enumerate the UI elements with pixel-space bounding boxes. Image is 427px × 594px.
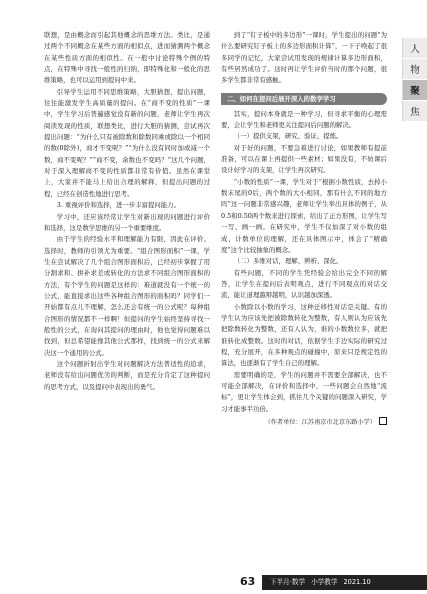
side-tab-jiao: 焦	[402, 101, 427, 121]
side-tab-ren: 人	[402, 38, 427, 58]
end-mark-icon	[379, 417, 387, 425]
author-affiliation	[221, 417, 387, 428]
body-paragraph: 对于好的问题，不要急着进行讨论，如果教师有提前准备，可以在课上再提供一些素材；如果没有，不妨课后设计好学习的支架，让学生再次研究。	[221, 143, 387, 175]
body-paragraph: 小数除以小数的学习，这种迁移性对话是关键。有的学生认为应该先把被除数转化为整数，有人则认为应该先把除数转化为整数，还有人认为，谁的小数数位多，就把谁转化成整数。这时的对话，依据学生手边实际的研究过程，充分展开，在多种观点的碰撞中，原来只是规定性的算法，也逐渐有了学生自己的理解。	[221, 302, 387, 368]
journal-edition: 下半月·数学	[270, 578, 306, 586]
body-paragraph: 联想，是由概念而引起其他概念的思维方法。类比，是通过两个不同概念在某些方面的相似点，进而猜测两个概念在某些性质方面的相似性。在一般中讨论特殊个例的特点，在特殊中寻找一般性的归纳，即特殊化和一般化的思维策略，也可以运用到提问中来。	[44, 31, 210, 85]
body-paragraph: “小数的性质”一课，学生对于“根据小数性质，去掉小数末尾的0后，两个数的大小相同，那有什么不同的地方吗”这一问题非常感兴趣，老师让学生举出具体的例子，从0.5和0.50两个数来进行探索，给出了正方形图，让学生写一写、画一画。在研究中，学生不仅加深了对小数的组成、计数单位的理解，还在具体图示中，体会了“精确度”这个比较抽象的概念。	[221, 177, 387, 254]
body-paragraph: 需要明确的是，学生的问题并不需要全部解决，也不可能全部解决，在评价和选择中，一些问题会自然地“流标”，更让学生体会到，抓住几个关键的问题深入研究，学习才能事半功倍。	[221, 370, 387, 413]
body-paragraph: 到了“钉子板中的多边形”一课时，学生提出的问题“为什么要研究钉子板上的多边形面积计算”，一下子唤起了很多同学的记忆，大家尝试用发现的规律计算多边形面积，有些居然成功了。这时再让学生评价当时的那个问题，很多学生都非常有感触。	[221, 31, 387, 85]
author-affiliation-text: （作者单位：江苏南京市北京东路小学）	[264, 419, 376, 426]
subheading: （一）提供支架，研究、验证、提炼。	[233, 132, 343, 141]
body-paragraph: 其实，提问本身就是一种学习，但寻求平衡的心理需要，会让学生和老师更关注提问后问题的解决。	[221, 109, 387, 130]
page-number: 63	[240, 575, 256, 588]
section-heading: 二、如何在提问后展开深入的数学学习	[221, 93, 387, 105]
body-paragraph: 这个问题折射出学生对问题解决方法普适性的追求，老师没有给出问题优劣的判断，而是充分肯定了这种提问的思考方式，以及提问中表现出的勇气。	[44, 359, 210, 391]
subheading: （二）多维对话，理解、辨析、深化。	[233, 257, 343, 266]
journal-issue: 2021.10	[343, 578, 371, 586]
article-left-column	[44, 30, 210, 393]
subheading: 3. 重视评价和选择，进一步丰富提问能力。	[56, 201, 180, 210]
body-paragraph: 学习中，还应该经常让学生对新出现的问题进行评价和选择，这是数学思维的另一个重要维度。	[44, 212, 210, 232]
body-paragraph: 有些问题，不同的学生凭经验会给出完全不同的解答，让学生在提问后表明观点，进行不同观点的对话交流，能让道理越辩越明，认识越加深透。	[221, 268, 387, 300]
journal-brand: 小学教学	[311, 578, 338, 586]
page-footer	[0, 573, 427, 594]
side-tab-ju: 聚	[402, 80, 427, 100]
body-paragraph: 引导学生运用不同思维策略，大胆猜想，提出问题，往往能激发学生高质量的提问。在“商不变的性质”一课中，学生学习后普遍感觉没有新的问题，老师让学生再次阅读发现的性质，联想类比，进行大胆的猜测，尝试再次提出问题：“为什么只有被除数和除数同乘或除以一个相同的数(0除外)，商才不变呢？”“为什么没有同时加或减一个数，商不变呢？”“商不变，余数也不变吗？”这几个问题，对于深入理解商不变的性质都非常有价值。虽然在课堂上，大家并不能马上给出合理的解释，但提出问题的过程，已经在创造性地进行思考。	[44, 87, 210, 198]
body-paragraph: 由于学生的经验水平和理解能力有限，因此在评价、选择时，教师的引领尤为重要。“组合图形面积”一课，学生在尝试解决了几个组合图形面积后，已经初步掌握了用分割求和、拼补求差或转化的方法求不同组合图形面积的方法，有个学生的问题是这样的：难道就没有一个统一的公式，能直接求出这些各种组合图形的面积吗？同学们一开始都有点儿不理解，怎么还会有统一的公式呢？每种组合图形的情况都不一样啊！但提问的学生始终坚持寻找一般性的公式，在询问其提问的理由时，他也觉得问题难以找到，但总希望能像其他公式那样，找到统一的公式来解决这一个通用的公式。	[44, 235, 210, 357]
article-right-column	[221, 30, 387, 428]
section-side-tabs	[402, 38, 427, 122]
side-tab-wu: 物	[402, 59, 427, 79]
journal-footer-bar	[262, 575, 427, 590]
